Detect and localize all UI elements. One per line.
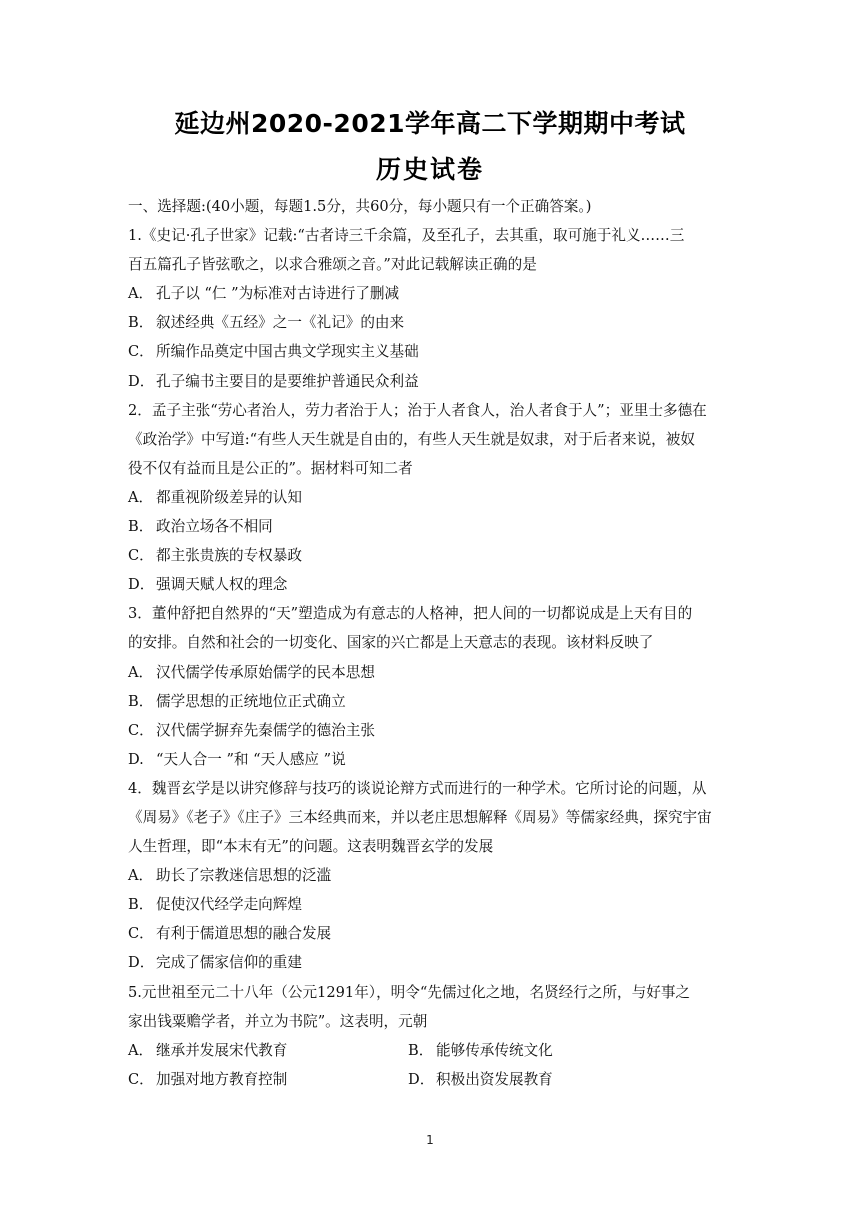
option-text: 助长了宗教迷信思想的泛滥 [156, 867, 332, 885]
option-text: 完成了儒家信仰的重建 [156, 954, 302, 972]
answer-option [128, 716, 724, 745]
answer-option [128, 948, 724, 977]
question-stem-line: 4．魏晋玄学是以讲究修辞与技巧的谈说论辩方式而进行的一种学术。它所讨论的问题，从 [128, 779, 707, 797]
answer-option [128, 687, 724, 716]
option-text: 加强对地方教育控制 [156, 1070, 288, 1088]
option-label: A． [128, 867, 154, 885]
question-stem-line: 3．董仲舒把自然界的“天”塑造成为有意志的人格神，把人间的一切都说成是上天有目的 [128, 605, 693, 623]
option-label: D. [128, 750, 144, 768]
option-label: C． [128, 547, 154, 565]
option-text: 叙述经典《五经》之一《礼记》的由来 [156, 314, 405, 332]
answer-option [128, 1036, 408, 1065]
option-text: 汉代儒学摒弃先秦儒学的德治主张 [156, 721, 375, 739]
question-5 [128, 978, 724, 1094]
question-list [128, 221, 724, 1094]
option-text: 所编作品奠定中国古典文学现实主义基础 [156, 343, 419, 361]
question-stem-line: 家出钱粟赡学者，并立为书院”。这表明，元朝 [128, 1012, 428, 1030]
option-label: A． [128, 1041, 154, 1059]
exam-title: 延边州2020-2021学年高二下学期期中考试 [174, 109, 686, 138]
answer-option [128, 541, 724, 570]
option-text: 汉代儒学传承原始儒学的民本思想 [156, 663, 375, 681]
option-text: 强调天赋人权的理念 [156, 576, 288, 594]
answer-option [128, 919, 724, 948]
option-text: 孔子以 “仁 ”为标准对古诗进行了删减 [156, 285, 400, 303]
question-4 [128, 774, 724, 978]
question-stem-line: 百五篇孔子皆弦歌之，以求合雅颂之音。”对此记载解读正确的是 [128, 256, 537, 274]
option-label: A． [128, 488, 154, 506]
option-label: B． [128, 314, 154, 332]
answer-option [408, 1065, 688, 1094]
option-label: D． [128, 372, 155, 390]
section-heading: 一、选择题:(40小题，每题1.5分，共60分，每小题只有一个正确答案。) [128, 198, 592, 215]
question-stem-line: 2．孟子主张“劳心者治人，劳力者治于人；治于人者食人，治人者食于人”；亚里士多德在 [128, 401, 707, 419]
answer-option-row [128, 1036, 724, 1065]
option-text: 能够传承传统文化 [436, 1041, 553, 1059]
question-2 [128, 396, 724, 600]
option-text: 继承并发展宋代教育 [156, 1041, 288, 1059]
exam-subtitle: 历史试卷 [375, 155, 484, 184]
option-label: B． [408, 1041, 434, 1059]
question-stem-line: 役不仅有益而且是公正的”。据材料可知二者 [128, 459, 413, 477]
answer-option [128, 861, 724, 890]
answer-option [128, 337, 724, 366]
answer-option [128, 512, 724, 541]
option-text: 有利于儒道思想的融合发展 [156, 925, 332, 943]
question-1 [128, 221, 724, 396]
answer-option [128, 483, 724, 512]
question-stem-line: 5.元世祖至元二十八年（公元1291年），明令“先儒过化之地，名贤经行之所，与好事之 [128, 983, 691, 1001]
option-label: D． [408, 1070, 435, 1088]
question-stem-line: 《周易》《老子》《庄子》三本经典而来，并以老庄思想解释《周易》等儒家经典，探究宇宙 [128, 808, 712, 826]
option-text: 都主张贵族的专权暴政 [156, 547, 302, 565]
option-label: C． [128, 343, 154, 361]
option-label: A． [128, 663, 154, 681]
question-stem-line: 1.《史记·孔子世家》记载:“古者诗三千余篇，及至孔子，去其重，取可施于礼义……三 [128, 227, 685, 245]
answer-option [128, 367, 724, 396]
answer-option [128, 658, 724, 687]
option-text: 促使汉代经学走向辉煌 [156, 896, 302, 914]
answer-option [128, 570, 724, 599]
question-3 [128, 599, 724, 774]
option-text: 都重视阶级差异的认知 [156, 488, 302, 506]
answer-option [408, 1036, 688, 1065]
option-label: D． [128, 954, 155, 972]
answer-option [128, 279, 724, 308]
answer-option [128, 1065, 408, 1094]
option-label: D． [128, 576, 155, 594]
option-label: B． [128, 896, 154, 914]
option-text: 儒学思想的正统地位正式确立 [156, 692, 346, 710]
question-stem-line: 《政治学》中写道:“有些人天生就是自由的，有些人天生就是奴隶，对于后者来说，被奴 [128, 430, 695, 448]
option-text: “天人合一 ”和 “天人感应 ”说 [156, 750, 346, 768]
question-content [128, 192, 724, 1094]
option-label: C． [128, 721, 154, 739]
option-label: A． [128, 285, 154, 303]
option-text: 孔子编书主要目的是要维护普通民众利益 [156, 372, 419, 390]
option-label: B． [128, 518, 154, 536]
answer-option-row [128, 1065, 724, 1094]
option-label: B． [128, 692, 154, 710]
answer-option [128, 890, 724, 919]
answer-option [128, 308, 724, 337]
answer-option [128, 745, 724, 774]
option-text: 政治立场各不相同 [156, 518, 273, 536]
page-number: 1 [426, 1133, 434, 1147]
option-text: 积极出资发展教育 [436, 1070, 553, 1088]
option-label: C． [128, 925, 154, 943]
option-label: C． [128, 1070, 154, 1088]
question-stem-line: 人生哲理，即“本末有无”的问题。这表明魏晋玄学的发展 [128, 838, 494, 856]
question-stem-line: 的安排。自然和社会的一切变化、国家的兴亡都是上天意志的表现。该材料反映了 [128, 634, 654, 652]
